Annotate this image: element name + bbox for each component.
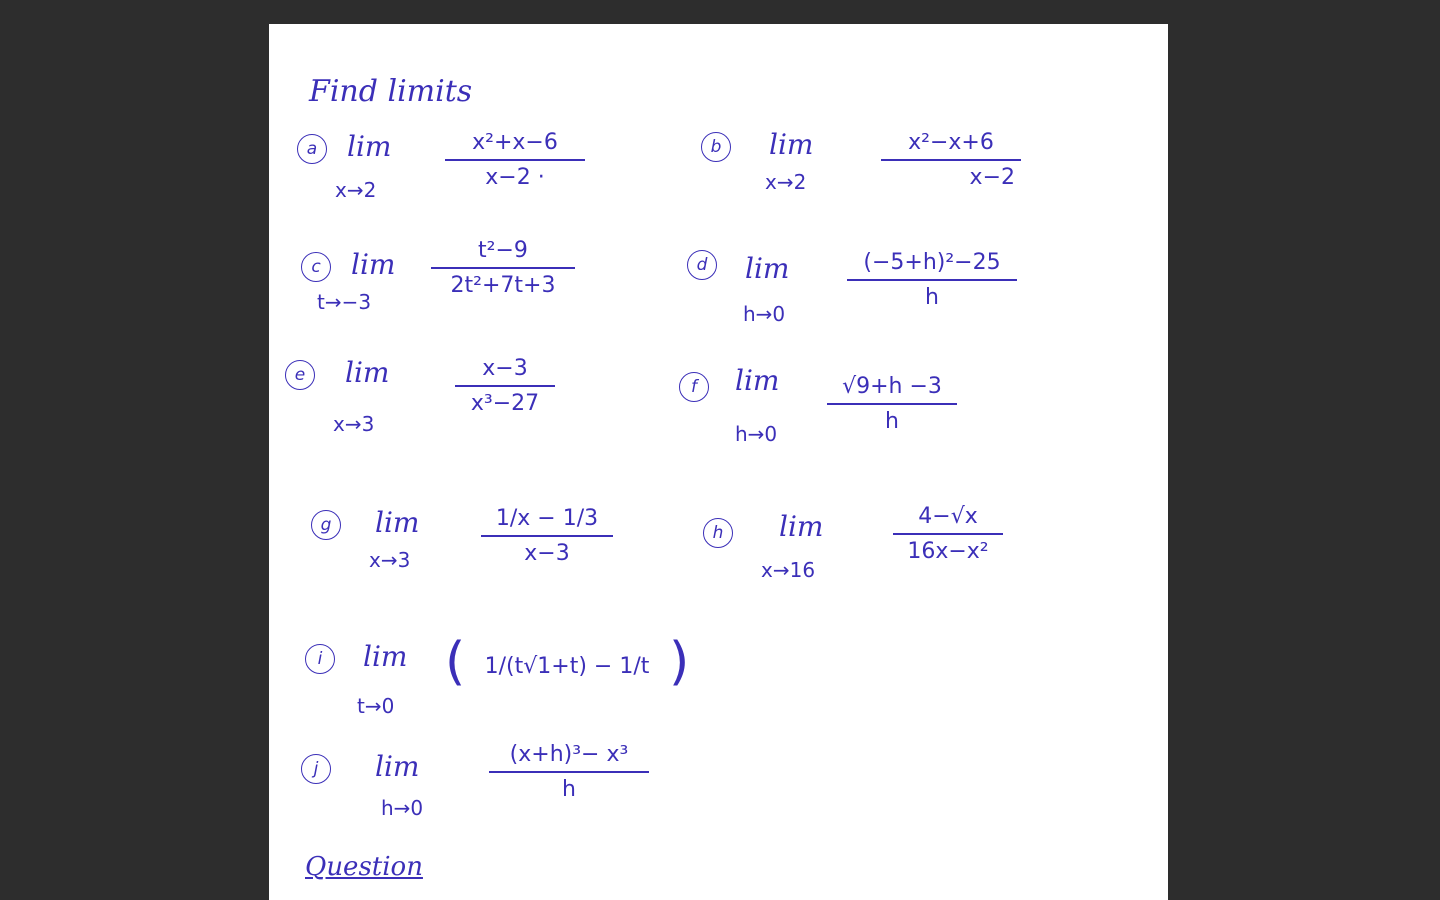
problem-label: h	[703, 518, 733, 548]
numerator: x−3	[482, 356, 528, 381]
fraction-bar	[431, 267, 575, 269]
open-paren: (	[445, 632, 466, 692]
limit-approach: x→2	[335, 178, 377, 202]
denominator: h	[885, 409, 899, 434]
denominator: h	[562, 777, 576, 802]
fraction-bar	[455, 385, 555, 387]
fraction	[827, 374, 957, 434]
fraction-bar	[481, 535, 613, 537]
fraction-bar	[827, 403, 957, 405]
limit-approach: t→−3	[317, 290, 372, 314]
problem-label: a	[297, 134, 327, 164]
lim-text: lim	[735, 364, 780, 397]
denominator: x−2	[969, 165, 1015, 190]
close-paren: )	[669, 632, 690, 692]
lim-text: lim	[363, 640, 408, 673]
lim-text: lim	[375, 750, 420, 783]
lim-text: lim	[375, 506, 420, 539]
lim-text: lim	[779, 510, 824, 543]
document-page	[269, 24, 1168, 900]
denominator: x−3	[524, 541, 570, 566]
numerator: (x+h)³− x³	[509, 742, 629, 767]
denominator: 16x−x²	[907, 539, 989, 564]
problem-label: d	[687, 250, 717, 280]
numerator: √9+h −3	[842, 374, 942, 399]
fraction	[431, 238, 575, 298]
numerator: (−5+h)²−25	[863, 250, 1001, 275]
numerator: 1/x − 1/3	[495, 506, 599, 531]
lim-text: lim	[351, 248, 396, 281]
numerator: x²+x−6	[472, 130, 558, 155]
denominator: 2t²+7t+3	[450, 273, 556, 298]
denominator: x−2 ·	[485, 165, 545, 190]
fraction-bar	[893, 533, 1003, 535]
fraction	[847, 250, 1017, 310]
limit-approach: x→3	[333, 412, 375, 436]
denominator: h	[925, 285, 939, 310]
problem-label: i	[305, 644, 335, 674]
limit-approach: x→3	[369, 548, 411, 572]
numerator: t²−9	[478, 238, 528, 263]
limit-approach: h→0	[743, 302, 786, 326]
limit-approach: h→0	[381, 796, 424, 820]
question-heading: Question	[305, 852, 423, 882]
fraction	[455, 356, 555, 416]
limit-approach: x→2	[765, 170, 807, 194]
lim-text: lim	[745, 252, 790, 285]
fraction	[881, 130, 1021, 190]
expression	[467, 654, 667, 679]
fraction	[893, 504, 1003, 564]
fraction-bar	[445, 159, 585, 161]
page-title: Find limits	[309, 74, 473, 109]
fraction	[481, 506, 613, 566]
problem-label: b	[701, 132, 731, 162]
limit-approach: t→0	[357, 694, 395, 718]
problem-label: e	[285, 360, 315, 390]
denominator: x³−27	[470, 391, 540, 416]
numerator: x²−x+6	[908, 130, 994, 155]
fraction-bar	[489, 771, 649, 773]
problem-label: f	[679, 372, 709, 402]
lim-text: lim	[769, 128, 814, 161]
problem-label: c	[301, 252, 331, 282]
fraction	[445, 130, 585, 190]
problem-label: j	[301, 754, 331, 784]
numerator: 4−√x	[918, 504, 978, 529]
fraction-bar	[847, 279, 1017, 281]
numerator: 1/(t√1+t) − 1/t	[484, 654, 650, 679]
lim-text: lim	[345, 356, 390, 389]
limit-approach: x→16	[761, 558, 816, 582]
lim-text: lim	[347, 130, 392, 163]
fraction	[489, 742, 649, 802]
problem-label: g	[311, 510, 341, 540]
fraction-bar	[881, 159, 1021, 161]
limit-approach: h→0	[735, 422, 778, 446]
